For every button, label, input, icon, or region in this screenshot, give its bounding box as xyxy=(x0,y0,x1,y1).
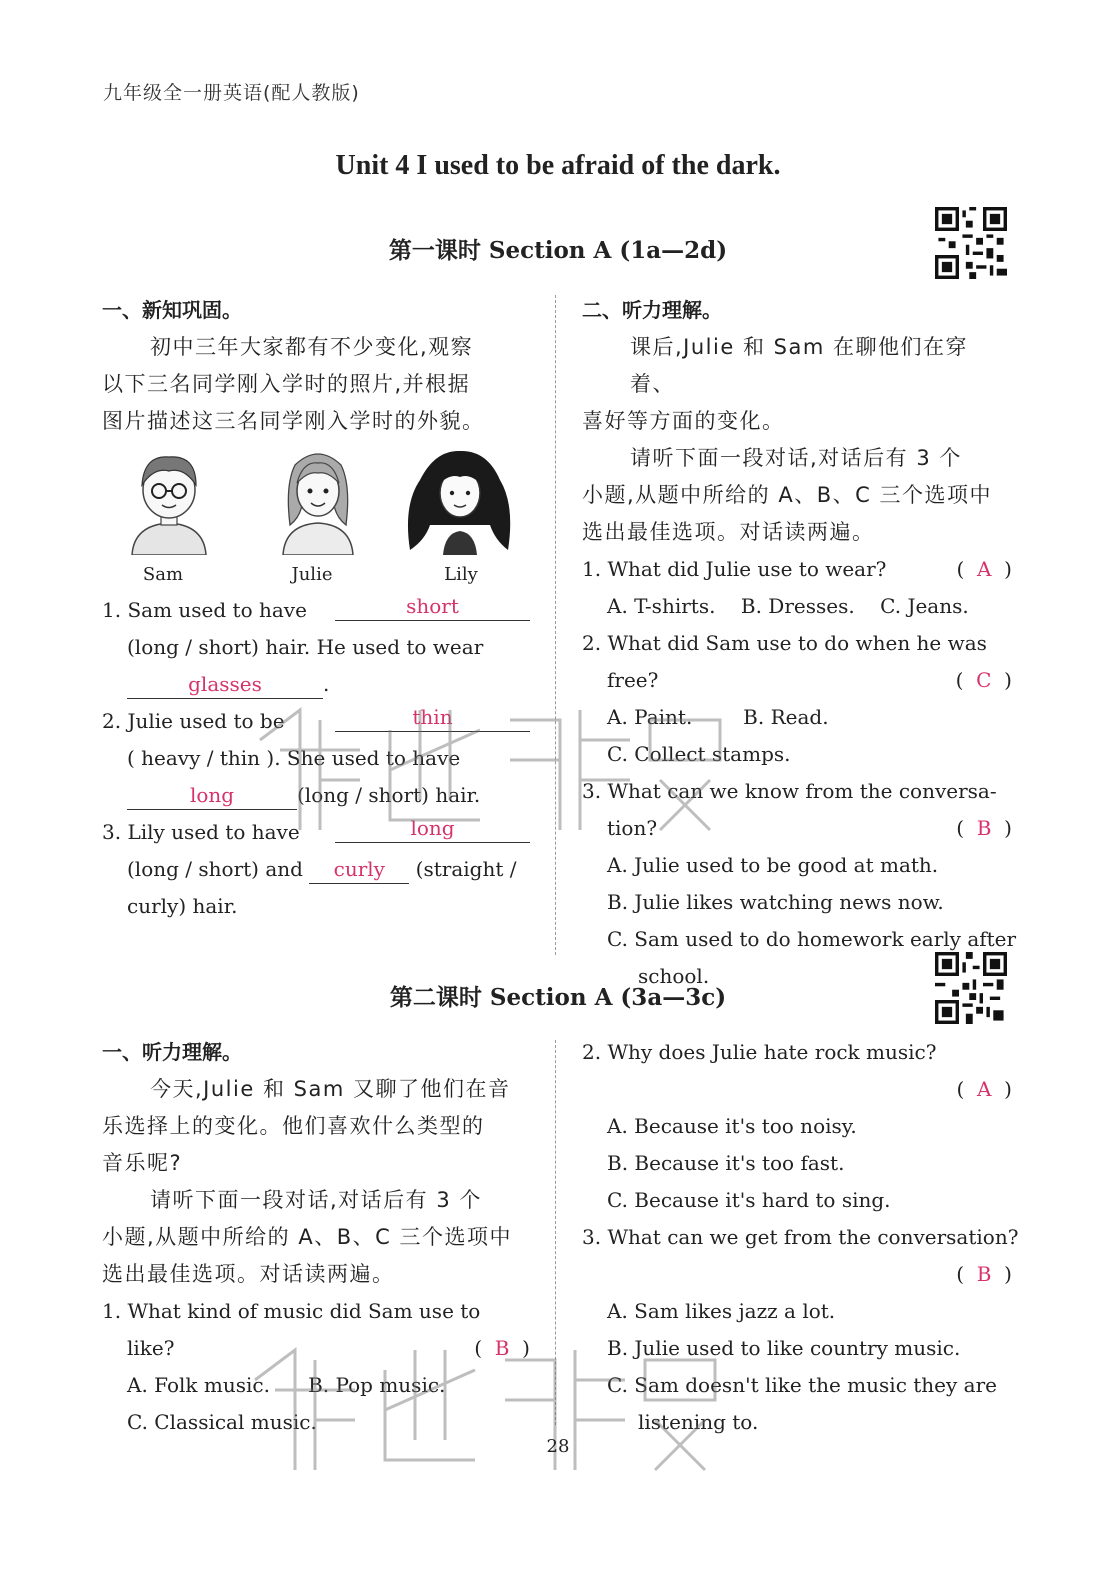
julie-portrait xyxy=(273,445,363,555)
section2-title: 第二课时 Section A (3a—3c) xyxy=(389,984,727,1011)
qr-code-icon[interactable] xyxy=(935,207,1007,279)
option[interactable]: A. Folk music. xyxy=(127,1373,270,1397)
question-line xyxy=(582,1071,1012,1108)
q1-text-c: . xyxy=(323,672,330,696)
option[interactable]: B. Julie likes watching news now. xyxy=(607,890,944,914)
intro-line: 以下三名同学刚入学时的照片,并根据 xyxy=(102,372,471,396)
option[interactable]: C. Classical music. xyxy=(127,1410,317,1434)
q3-text-b: (long / short) and xyxy=(127,857,303,881)
option[interactable]: C. Sam doesn't like the music they are xyxy=(607,1373,997,1397)
r-q3-answer-box[interactable]: ( B ) xyxy=(956,816,1012,840)
intro-line: 课后,Julie 和 Sam 在聊他们在穿着、 xyxy=(630,335,968,396)
portrait-name-julie: Julie xyxy=(291,564,333,585)
s2-q3-answer: B xyxy=(976,1262,992,1286)
sam-portrait xyxy=(124,445,214,555)
q2-text-b: ( heavy / thin ). She used to have xyxy=(127,746,461,770)
lily-portrait xyxy=(405,445,515,555)
s2-q3-text: 3. What can we get from the conversation? xyxy=(582,1225,1019,1249)
section1-title: 第一课时 Section A (1a—2d) xyxy=(388,237,728,264)
option[interactable]: B. Because it's too fast. xyxy=(607,1151,845,1175)
r-q2-answer: C xyxy=(976,668,992,692)
page-number: 28 xyxy=(546,1436,570,1457)
q2-answer-1[interactable]: thin xyxy=(335,703,530,732)
s2-q1-text-2: like? xyxy=(127,1336,175,1360)
s2-q2-text: 2. Why does Julie hate rock music? xyxy=(582,1040,937,1064)
option[interactable]: C. Sam used to do homework early after xyxy=(607,927,1017,951)
qr-code-icon[interactable] xyxy=(935,952,1007,1024)
section1-right xyxy=(582,292,1017,995)
s2-q2-answer-box[interactable]: ( A ) xyxy=(956,1077,1012,1101)
option-continued: school. xyxy=(638,964,710,988)
r-q1-answer-box[interactable]: ( A ) xyxy=(956,557,1012,581)
option[interactable]: A. Paint. xyxy=(607,705,693,729)
intro-line: 小题,从题中所给的 A、B、C 三个选项中 xyxy=(102,1225,512,1249)
q2-text-c: (long / short) hair. xyxy=(297,783,481,807)
intro-line: 乐选择上的变化。他们喜欢什么类型的 xyxy=(102,1114,485,1138)
r-q2-answer-box[interactable]: ( C ) xyxy=(955,668,1012,692)
option[interactable]: A. Julie used to be good at math. xyxy=(607,853,939,877)
q3-answer-1[interactable]: long xyxy=(335,814,530,843)
intro-line: 音乐呢? xyxy=(102,1151,183,1175)
r-q3-text-1: 3. What can we know from the conversa- xyxy=(582,779,997,803)
intro-line: 喜好等方面的变化。 xyxy=(582,409,785,433)
option[interactable]: C. Because it's hard to sing. xyxy=(607,1188,891,1212)
option[interactable]: B. Pop music. xyxy=(308,1373,446,1397)
watermark-graphic xyxy=(240,680,740,840)
s2-q1-text-1: 1. What kind of music did Sam use to xyxy=(102,1299,481,1323)
portrait-name-sam: Sam xyxy=(142,564,184,585)
s2-q2-answer: A xyxy=(977,1077,992,1101)
q1-answer-1[interactable]: short xyxy=(335,592,530,621)
intro-line: 小题,从题中所给的 A、B、C 三个选项中 xyxy=(582,483,992,507)
option[interactable]: C. Jeans. xyxy=(880,594,969,618)
option-continued: listening to. xyxy=(638,1410,759,1434)
option[interactable]: A. Sam likes jazz a lot. xyxy=(607,1299,836,1323)
option[interactable]: B. Read. xyxy=(743,705,829,729)
q2-answer-2[interactable]: long xyxy=(127,781,297,810)
s2-q1-answer: B xyxy=(494,1336,510,1360)
book-header: 九年级全一册英语(配人教版) xyxy=(103,82,360,104)
intro-line: 选出最佳选项。对话读两遍。 xyxy=(582,520,875,544)
r-q3-text-2: tion? xyxy=(607,816,658,840)
r-q3-answer: B xyxy=(976,816,992,840)
r-q1-answer: A xyxy=(977,557,992,581)
q3-text-c: (straight / xyxy=(415,857,517,881)
option[interactable]: B. Dresses. xyxy=(740,594,855,618)
q1-text-a: 1. Sam used to have xyxy=(102,598,307,622)
r-q2-text-2: free? xyxy=(607,668,659,692)
portrait-name-lily: Lily xyxy=(444,564,478,585)
option[interactable]: A. Because it's too noisy. xyxy=(607,1114,857,1138)
intro-line: 初中三年大家都有不少变化,观察 xyxy=(150,335,474,359)
q3-answer-2[interactable]: curly xyxy=(309,855,409,884)
q1-text-b: (long / short) hair. He used to wear xyxy=(127,635,484,659)
intro-line: 选出最佳选项。对话读两遍。 xyxy=(102,1262,395,1286)
options-line xyxy=(582,588,1012,625)
option[interactable]: A. T-shirts. xyxy=(607,594,716,618)
q1-answer-2[interactable]: glasses xyxy=(127,670,323,699)
unit-title: Unit 4 I used to be afraid of the dark. xyxy=(335,150,781,181)
section1-left-heading: 一、新知巩固。 xyxy=(102,298,242,322)
intro-line: 图片描述这三名同学刚入学时的外貌。 xyxy=(102,409,485,433)
column-divider xyxy=(555,295,556,955)
s2-q3-answer-box[interactable]: ( B ) xyxy=(956,1262,1012,1286)
question-line xyxy=(102,592,530,629)
q2-text-a: 2. Julie used to be xyxy=(102,709,285,733)
section1-left xyxy=(102,292,530,440)
question-line xyxy=(582,1256,1012,1293)
section2-left-heading: 一、听力理解。 xyxy=(102,1040,242,1064)
r-q1-text: 1. What did Julie use to wear? xyxy=(582,557,887,581)
intro-line: 请听下面一段对话,对话后有 3 个 xyxy=(150,1188,482,1212)
question-line xyxy=(102,851,530,888)
q3-text-a: 3. Lily used to have xyxy=(102,820,300,844)
intro-line: 请听下面一段对话,对话后有 3 个 xyxy=(630,446,962,470)
r-q2-text-1: 2. What did Sam use to do when he was xyxy=(582,631,987,655)
section1-right-heading: 二、听力理解。 xyxy=(582,298,722,322)
option[interactable]: C. Collect stamps. xyxy=(607,742,791,766)
option[interactable]: B. Julie used to like country music. xyxy=(607,1336,961,1360)
q3-text-d: curly) hair. xyxy=(127,894,238,918)
intro-line: 今天,Julie 和 Sam 又聊了他们在音 xyxy=(150,1077,511,1101)
s2-q1-answer-box[interactable]: ( B ) xyxy=(474,1336,530,1360)
question-line xyxy=(582,551,1012,588)
